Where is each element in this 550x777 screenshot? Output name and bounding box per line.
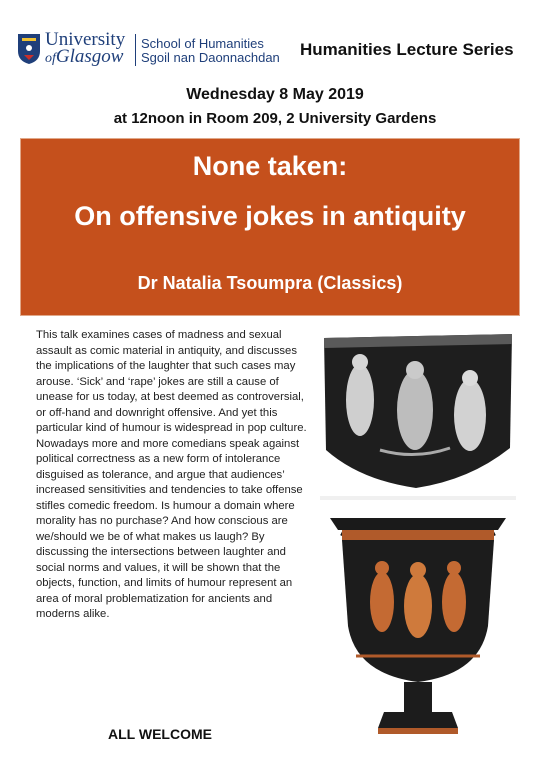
vase-fragment-image (320, 330, 516, 500)
krater-vase-image (320, 506, 516, 756)
school-line-gaelic: Sgoil nan Daonnachdan (141, 50, 280, 65)
abstract-text: This talk examines cases of madness and sexual assault as comic material in antiquity, and discusses the implications of the laughter that such cases may arouse. ‘Sick’ and ‘rape’ jokes are still a cause of unease for us today, at best deemed as controversial, or off-hand and downright offensive. And yet this particular kind of humour is widespread in pop culture. Nowadays more and more comedians speak against political correctness as a new form of intolerance disguised as tolerance, and argue that audiences’ increased sensitivities and tendencies to take offense stifles comedic freedom. Is humour a domain where morality has no purchase? And how conscious are we/should we be of what makes us laugh? By discussing the intersections between laughter and social norms and values, it will be shown that the objects, function, and limits of humour represent an area of moral problematization for ancients and moderns alike. (36, 329, 307, 620)
university-name (45, 31, 125, 67)
university-line-1: University (45, 29, 126, 50)
series-title: Humanities Lecture Series (300, 40, 514, 59)
university-of: of (45, 51, 56, 66)
event-date: Wednesday 8 May 2019 (186, 86, 364, 103)
university-crest-icon (17, 33, 41, 65)
header (17, 28, 537, 72)
university-glasgow: Glasgow (55, 46, 124, 67)
event-venue: at 12noon in Room 209, 2 University Gardens (113, 110, 437, 127)
speaker-name: Dr Natalia Tsoumpra (Classics) (137, 273, 403, 293)
title-line-2: On offensive jokes in antiquity (74, 201, 466, 231)
all-welcome-text: ALL WELCOME (108, 726, 212, 742)
title-banner (21, 139, 519, 315)
university-line-2 (45, 48, 125, 67)
header-divider (135, 34, 136, 66)
school-name (141, 37, 280, 65)
title-line-1: None taken: (192, 151, 348, 181)
school-line-english: School of Humanities (141, 36, 264, 51)
